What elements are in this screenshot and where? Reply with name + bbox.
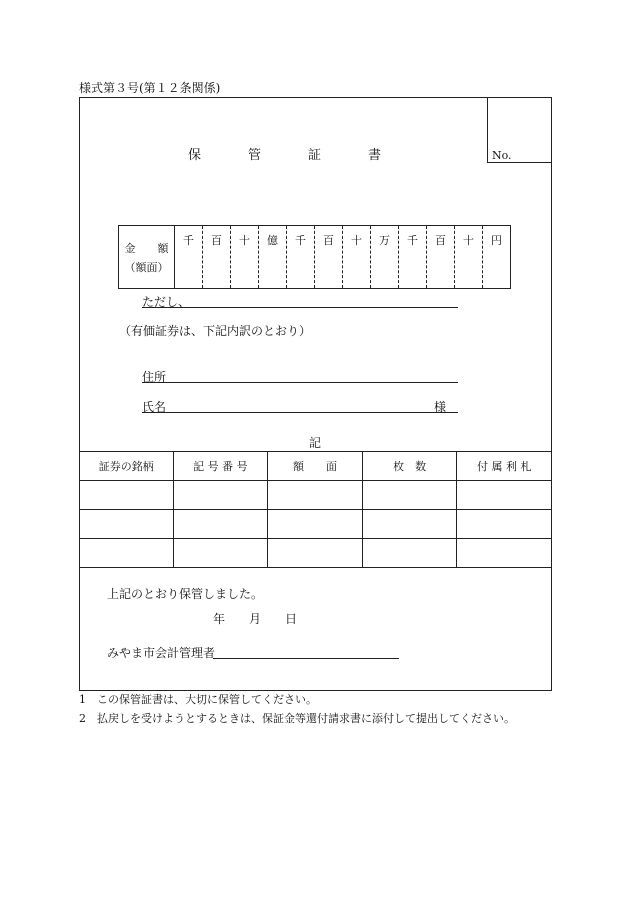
name-label: 氏名	[142, 400, 167, 414]
date-month-label: 月	[249, 612, 262, 626]
digit-cell[interactable]: 円	[483, 226, 511, 289]
table-row	[80, 510, 552, 539]
ki-label: 記	[309, 436, 322, 450]
table-cell[interactable]	[173, 510, 268, 539]
digit-cell[interactable]: 億	[259, 226, 287, 289]
table-cell[interactable]	[173, 539, 268, 568]
table-cell[interactable]	[80, 539, 174, 568]
table-cell[interactable]	[457, 539, 552, 568]
digit-cell[interactable]: 千	[399, 226, 427, 289]
title-char-2: 管	[248, 148, 262, 163]
table-cell[interactable]	[80, 510, 174, 539]
address-label: 住所	[142, 370, 167, 384]
table-cell[interactable]	[173, 481, 268, 510]
amount-label-face-value: （額面）	[124, 260, 169, 274]
sama-honorific: 様	[434, 400, 447, 414]
manager-signature-line[interactable]	[213, 645, 399, 659]
table-row	[80, 481, 552, 510]
digit-cell[interactable]: 百	[427, 226, 455, 289]
title-char-1: 保	[188, 148, 202, 163]
title-char-3: 証	[308, 148, 322, 163]
column-header-quantity: 枚 数	[362, 452, 457, 481]
digit-cell[interactable]: 百	[315, 226, 343, 289]
date-year-label: 年	[213, 612, 226, 626]
digit-cell[interactable]: 十	[455, 226, 483, 289]
statement-text: 上記のとおり保管しました。	[107, 587, 264, 601]
digit-cell[interactable]: 万	[371, 226, 399, 289]
title-char-4: 書	[368, 148, 382, 163]
column-header-securities-name: 証券の銘柄	[80, 452, 174, 481]
table-cell[interactable]	[362, 539, 457, 568]
table-cell[interactable]	[362, 510, 457, 539]
digit-cell[interactable]: 十	[343, 226, 371, 289]
amount-label: 金 額	[124, 241, 169, 255]
number-label: No.	[492, 149, 512, 162]
digit-cell[interactable]: 百	[203, 226, 231, 289]
date-day-label: 日	[285, 612, 298, 626]
securities-note: （有価証券は、下記内訳のとおり）	[119, 324, 312, 338]
footnote-2: 2 払戻しを受けようとするときは、保証金等還付請求書に添付して提出してください。	[79, 712, 515, 725]
table-cell[interactable]	[80, 481, 174, 510]
table-cell[interactable]	[362, 481, 457, 510]
table-row	[80, 539, 552, 568]
table-cell[interactable]	[457, 510, 552, 539]
column-header-face-value: 額 面	[268, 452, 363, 481]
amount-table	[118, 225, 511, 289]
table-cell[interactable]	[268, 510, 363, 539]
address-line[interactable]	[142, 369, 458, 383]
name-line[interactable]	[142, 399, 458, 413]
digit-cell[interactable]: 千	[287, 226, 315, 289]
table-cell[interactable]	[268, 539, 363, 568]
tadashi-line[interactable]	[142, 294, 458, 308]
table-cell[interactable]	[457, 481, 552, 510]
table-cell[interactable]	[268, 481, 363, 510]
amount-label-cell	[119, 226, 175, 289]
tadashi-label: ただし、	[142, 295, 191, 309]
digit-cell[interactable]: 十	[231, 226, 259, 289]
securities-table	[79, 451, 552, 568]
column-header-serial-number: 記 号 番 号	[173, 452, 268, 481]
column-header-coupons: 付 属 利 札	[457, 452, 552, 481]
form-number: 様式第３号(第１２条関係)	[79, 81, 221, 95]
digit-cell[interactable]: 千	[175, 226, 203, 289]
form-frame	[79, 97, 552, 691]
table-header-row	[80, 452, 552, 481]
manager-label: みやま市会計管理者	[107, 646, 216, 660]
footnote-1: 1 この保管証書は、大切に保管してください。	[79, 693, 317, 706]
